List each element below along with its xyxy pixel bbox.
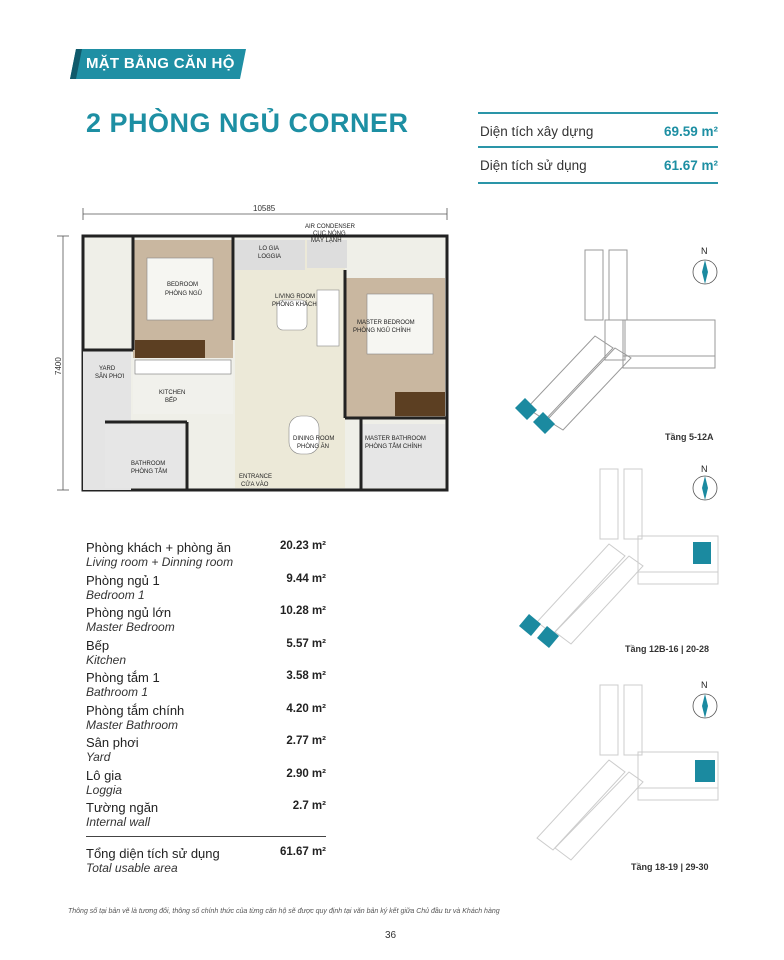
label-kitchen-en: KITCHEN	[159, 390, 186, 396]
room-area-value: 4.20 m²	[286, 702, 326, 715]
label-master-bath-en: MASTER BATHROOM	[365, 436, 426, 442]
room-area-table	[86, 540, 326, 833]
keyplan-1	[505, 240, 735, 440]
room-name-vi: Phòng tắm 1	[86, 670, 160, 685]
label-may-lanh: MÁY LẠNH	[311, 238, 342, 244]
label-master-en: MASTER BEDROOM	[357, 320, 415, 326]
floor-plan	[55, 200, 455, 500]
label-cuc-nong: CỤC NÓNG	[313, 231, 346, 237]
room-area-value: 10.28 m²	[279, 605, 326, 617]
label-air-condenser: AIR CONDENSER	[305, 224, 356, 230]
room-name-en: Internal wall	[86, 815, 151, 829]
room-area-value: 9.44 m²	[286, 572, 326, 585]
room-name-en: Master Bedroom	[86, 620, 175, 634]
total-label-vi: Tổng diện tích sử dụng	[86, 846, 220, 861]
label-yard-vi: SÂN PHƠI	[95, 374, 125, 380]
keyplan-drawing	[505, 680, 735, 880]
page-number: 36	[385, 930, 397, 941]
room-name-en: Loggia	[86, 782, 123, 797]
room-name-vi: Tường ngăn	[86, 800, 159, 815]
footnote: Thông số tại bản vẽ là tương đối, thông số chính thức của từng căn hộ sẽ được quy định tại văn bản ký kết giữa Chủ đầu tư và Khách hàng	[68, 908, 500, 915]
north-label: N	[701, 680, 708, 690]
room-area-value: 20.23 m²	[279, 540, 326, 552]
north-label: N	[701, 246, 708, 256]
room-row	[86, 735, 326, 768]
room-area-value: 2.77 m²	[286, 735, 326, 747]
table-divider	[86, 836, 326, 837]
area-built	[478, 112, 718, 148]
label-bedroom-en: BEDROOM	[167, 282, 199, 288]
label-bath-en: BATHROOM	[131, 461, 166, 467]
room-name-vi: Phòng ngủ lớn	[86, 605, 172, 620]
area-built-label: Diện tích xây dựng	[480, 124, 594, 139]
label-living-en: LIVING ROOM	[275, 294, 316, 300]
label-yard-en: YARD	[99, 366, 116, 372]
label-kitchen-vi: BẾP	[165, 398, 178, 404]
room-name-vi: Lô gia	[86, 767, 122, 783]
keyplan-2	[505, 464, 735, 664]
keyplan-label: Tầng 5-12A	[665, 432, 714, 442]
area-usable	[478, 146, 718, 184]
room-name-en: Living room + Dinning room	[86, 555, 234, 569]
room-name-vi: Bếp	[86, 637, 110, 653]
room-row	[86, 703, 326, 736]
room-name-en: Yard	[86, 750, 111, 764]
label-loggia-vi: LO GIA	[259, 246, 280, 252]
keyplan-3	[505, 680, 735, 880]
label-dining-en: DINING ROOM	[293, 436, 335, 442]
room-name-en: Kitchen	[86, 652, 127, 667]
total-row	[86, 846, 326, 875]
room-row	[86, 638, 326, 671]
total-value: 61.67 m²	[279, 846, 326, 858]
label-master-bath-vi: PHÒNG TẮM CHÍNH	[365, 444, 422, 450]
dimension-width: 10585	[253, 204, 276, 213]
keyplan-label: Tầng 12B-16 | 20-28	[625, 644, 710, 654]
keyplan-drawing	[505, 464, 735, 664]
area-usable-value: 61.67 m²	[663, 158, 718, 173]
section-header-band	[70, 49, 246, 79]
label-loggia-en: LOGGIA	[258, 254, 282, 260]
room-name-vi: Phòng ngủ 1	[86, 572, 160, 588]
room-row	[86, 540, 326, 573]
room-name-vi: Phòng tắm chính	[86, 702, 185, 718]
room-area-value: 3.58 m²	[286, 670, 326, 682]
total-label-en: Total usable area	[86, 861, 178, 875]
dimension-height: 7400	[54, 357, 63, 375]
room-name-vi: Phòng khách + phòng ăn	[86, 540, 231, 555]
label-entrance-vi: CỬA VÀO	[241, 482, 269, 488]
keyplan-label: Tầng 18-19 | 29-30	[631, 862, 709, 872]
area-built-value: 69.59 m²	[663, 124, 718, 139]
north-label: N	[701, 464, 708, 474]
room-area-value: 5.57 m²	[286, 637, 326, 650]
room-row	[86, 768, 326, 801]
keyplan-drawing	[505, 240, 735, 440]
room-row	[86, 670, 326, 703]
room-area-value: 2.90 m²	[286, 767, 326, 780]
label-entrance-en: ENTRANCE	[239, 474, 273, 480]
area-usable-label: Diện tích sử dụng	[480, 158, 587, 173]
label-living-vi: PHÒNG KHÁCH	[272, 302, 317, 308]
room-name-en: Master Bathroom	[86, 717, 179, 732]
header-label: MẶT BẰNG CĂN HỘ	[86, 55, 235, 72]
room-name-en: Bathroom 1	[86, 685, 149, 699]
label-dining-vi: PHÒNG ĂN	[297, 444, 330, 450]
room-row	[86, 800, 326, 833]
room-name-en: Bedroom 1	[86, 587, 145, 602]
label-master-vi: PHÒNG NGỦ CHÍNH	[353, 328, 411, 334]
label-bedroom-vi: PHÒNG NGỦ	[165, 291, 203, 297]
room-row	[86, 573, 326, 606]
floor-plan-drawing	[55, 200, 455, 500]
label-bath-vi: PHÒNG TẮM	[131, 469, 168, 475]
room-row	[86, 605, 326, 638]
room-area-value: 2.7 m²	[292, 800, 326, 812]
page-title: 2 PHÒNG NGỦ CORNER	[86, 108, 409, 138]
room-name-vi: Sân phơi	[86, 735, 139, 750]
